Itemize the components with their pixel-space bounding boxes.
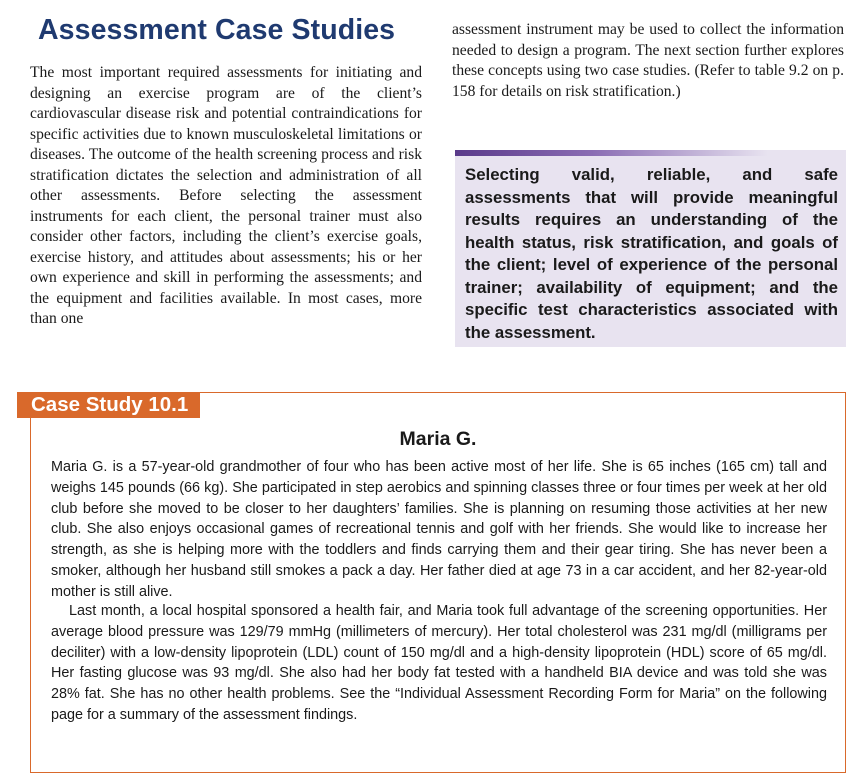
case-study-paragraph-2: Last month, a local hospital sponsored a health fair, and Maria took full advantage of the screening opportunities. Her average blood pressure was 129/79 mmHg (millimeters of mercury). Her total cholesterol was 231 mg/dl (milligrams per deciliter) with a low-density lipoprotein (LDL) count of 150 mg/dl and a high-density lipoprotein (HDL) score of 65 mg/dl. Her fasting glucose was 93 mg/dl. She also had her body fat tested with a handheld BIA device and was told she was 28% fat. She has no other health problems. See the “Individual Assessment Recording Form for Maria” on the following page for a summary of the assessment findings.	[51, 603, 827, 723]
callout-accent-bar	[455, 150, 846, 156]
section-heading: Assessment Case Studies	[38, 14, 396, 46]
body-text-left-column: The most important required assessments for initiating and designing an exercise program are of the client’s cardiovascular disease risk and potential contraindications for specific activities due to known musculoskeletal limitations or diseases. The outcome of the health screening process and risk stratification dictates the selection and administration of all other assessments. Before selecting the assessment instruments for each client, the personal trainer must also consider other factors, including the client’s exercise goals, exercise history, and attitudes about assessments; his or her own experience and skill in performing the assessments; and the equipment and facilities available. In most cases, more than one	[30, 64, 422, 327]
case-study-paragraph-1: Maria G. is a 57-year-old grandmother of four who has been active most of her life. She is 65 inches (165 cm) tall and weighs 145 pounds (66 kg). She participated in step aerobics and spinning classes three or four times per week at her old club before she moved to be closer to her daughters’ families. She is planning on resuming those activities at her new club. She also enjoys occasional games of recreational tennis and golf with her friends. She would like to increase her strength, as she is helping more with the toddlers and finds carrying them and their gear tiring. She has never been a smoker, although her husband still smokes a pack a day. Her father died at age 73 in a car accident, and her 82-year-old mother is still alive.	[51, 459, 827, 600]
callout-box	[455, 150, 846, 347]
case-study-title: Maria G.	[399, 428, 477, 450]
case-study-label: Case Study 10.1	[17, 392, 200, 418]
body-text-right-column: assessment instrument may be used to collect the information needed to design a program. The next section further explores these concepts using two case studies. (Refer to table 9.2 on p. 158 for details on risk stratification.)	[452, 21, 844, 100]
callout-text: Selecting valid, reliable, and safe assessments that will provide meaningful results requires an understanding of the health status, risk stratification, and goals of the client; level of experience of the personal trainer; availability of equipment; and the specific test characteristics associated with the assessment.	[465, 165, 838, 342]
